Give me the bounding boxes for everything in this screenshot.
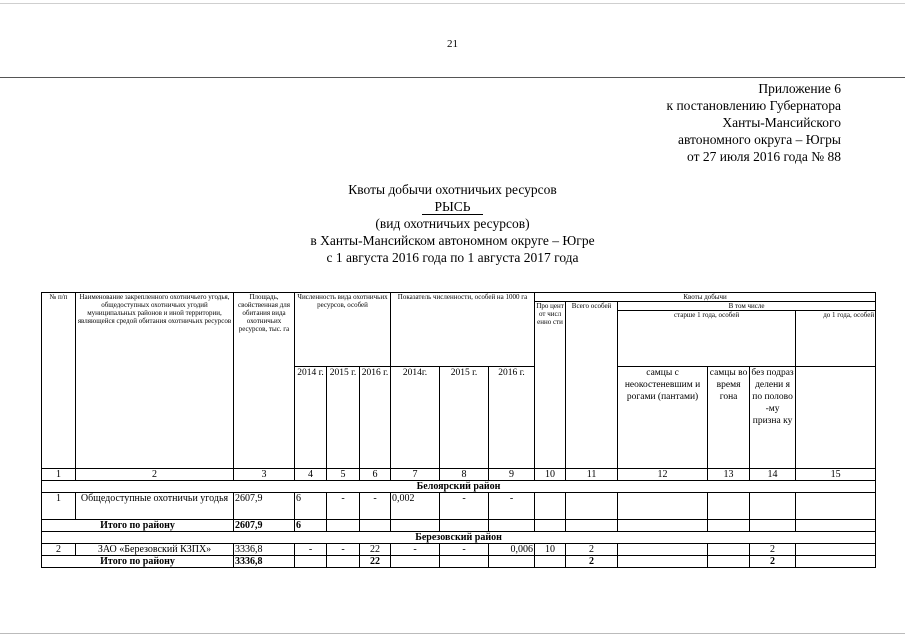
quota-table <box>41 292 876 568</box>
header-year-density: 2014г. <box>391 367 440 469</box>
header-total: Всего особей <box>566 302 618 469</box>
cell-young <box>796 544 876 556</box>
cell-total-pop-2014: 6 <box>295 520 327 532</box>
column-number: 6 <box>360 469 391 481</box>
cell-empty <box>708 556 750 568</box>
cell-pop-2015: - <box>327 493 360 520</box>
column-number: 4 <box>295 469 327 481</box>
header-including: В том числе <box>618 302 876 311</box>
cell-no: 2 <box>42 544 76 556</box>
table-row <box>42 493 876 520</box>
appendix-line: автономного округа – Югры <box>678 132 841 147</box>
header-year-density: 2016 г. <box>489 367 535 469</box>
header-no: № п/п <box>42 293 76 469</box>
cell-pop-2014: 6 <box>295 493 327 520</box>
cell-density-2015: - <box>440 544 489 556</box>
cell-empty <box>535 520 566 532</box>
appendix-line: от 27 июля 2016 года № 88 <box>687 149 841 164</box>
cell-empty <box>708 520 750 532</box>
header-rule <box>0 77 905 78</box>
cell-males-rut <box>708 493 750 520</box>
column-number: 13 <box>708 469 750 481</box>
header-younger-blank <box>796 367 876 469</box>
cell-young <box>796 493 876 520</box>
cell-density-2015: - <box>440 493 489 520</box>
header-year-pop: 2014 г. <box>295 367 327 469</box>
cell-density-2014: - <box>391 544 440 556</box>
heading-period: с 1 августа 2016 года по 1 августа 2017 года <box>326 250 579 265</box>
appendix-line: Приложение 6 <box>758 81 841 96</box>
column-number: 2 <box>76 469 234 481</box>
cell-total-no-sex <box>750 520 796 532</box>
header-year-density: 2015 г. <box>440 367 489 469</box>
cell-total-count: 2 <box>566 556 618 568</box>
cell-pop-2014: - <box>295 544 327 556</box>
cell-empty <box>535 556 566 568</box>
cell-total-pop-2016 <box>360 520 391 532</box>
section-title: Белоярский район <box>42 481 876 493</box>
cell-empty <box>489 556 535 568</box>
header-males-rut: самцы во время гона <box>708 367 750 469</box>
header-no-sex: без подраз делени я по полово -му призна ку <box>750 367 796 469</box>
appendix-line: Ханты-Мансийского <box>722 115 841 130</box>
column-number: 7 <box>391 469 440 481</box>
cell-pop-2016: 22 <box>360 544 391 556</box>
header-name: Наименование закрепленного охотничьего угодья, общедоступных охотничьих угодий муниципальных районов и иной территории, являющейся средой обитания охотничьих ресурсов <box>76 293 234 469</box>
cell-percent <box>535 493 566 520</box>
header-area: Площадь, свойственная для обитания вида охотничьих ресурсов, тыс. га <box>234 293 295 469</box>
cell-pop-2016: - <box>360 493 391 520</box>
header-year-pop: 2015 г. <box>327 367 360 469</box>
column-number: 10 <box>535 469 566 481</box>
cell-empty <box>391 520 440 532</box>
cell-area: 3336,8 <box>234 544 295 556</box>
header-percent: Про цент от числ енно сти <box>535 302 566 469</box>
cell-area: 2607,9 <box>234 493 295 520</box>
cell-pop-2015: - <box>327 544 360 556</box>
cell-empty <box>796 520 876 532</box>
cell-total-label: Итого по району <box>42 556 234 568</box>
cell-total-count <box>566 520 618 532</box>
column-number: 8 <box>440 469 489 481</box>
cell-empty <box>796 556 876 568</box>
cell-empty <box>618 520 708 532</box>
cell-empty <box>618 556 708 568</box>
column-number: 15 <box>796 469 876 481</box>
cell-total-pop-2015 <box>327 520 360 532</box>
cell-total-pop-2015 <box>327 556 360 568</box>
header-density: Показатель численности, особей на 1000 га <box>391 293 535 367</box>
cell-percent: 10 <box>535 544 566 556</box>
cell-total <box>566 493 618 520</box>
cell-empty <box>489 520 535 532</box>
cell-no: 1 <box>42 493 76 520</box>
table-row <box>42 544 876 556</box>
section-title: Березовский район <box>42 532 876 544</box>
cell-total: 2 <box>566 544 618 556</box>
cell-density-2016: - <box>489 493 535 520</box>
cell-name: ЗАО «Березовский КЗПХ» <box>76 544 234 556</box>
cell-total-label: Итого по району <box>42 520 234 532</box>
cell-total-area: 3336,8 <box>234 556 295 568</box>
column-number: 5 <box>327 469 360 481</box>
cell-total-area: 2607,9 <box>234 520 295 532</box>
cell-males <box>618 544 708 556</box>
column-number: 11 <box>566 469 618 481</box>
header-year-pop: 2016 г. <box>360 367 391 469</box>
header-younger: до 1 года, особей <box>796 311 876 367</box>
scan-edge-bottom <box>0 633 905 634</box>
column-number: 3 <box>234 469 295 481</box>
cell-density-2016: 0,006 <box>489 544 535 556</box>
cell-total-pop-2016: 22 <box>360 556 391 568</box>
header-quotas: Квоты добычи <box>535 293 876 302</box>
cell-males-rut <box>708 544 750 556</box>
cell-total-no-sex: 2 <box>750 556 796 568</box>
header-males: самцы с неокостеневшим и рогами (пантами) <box>618 367 708 469</box>
cell-empty <box>440 556 489 568</box>
species-name: РЫСЬ <box>422 199 482 215</box>
scan-edge-top <box>0 3 905 4</box>
cell-males <box>618 493 708 520</box>
table-row-total <box>42 556 876 568</box>
cell-no-sex <box>750 493 796 520</box>
document-heading <box>0 181 905 266</box>
table-row-total <box>42 520 876 532</box>
cell-empty <box>391 556 440 568</box>
header-population: Численность вида охотничьих ресурсов, особей <box>295 293 391 367</box>
column-number: 12 <box>618 469 708 481</box>
page-number: 21 <box>447 38 458 50</box>
species-caption: (вид охотничьих ресурсов) <box>375 216 530 231</box>
header-older: старше 1 года, особей <box>618 311 796 367</box>
cell-density-2014: 0,002 <box>391 493 440 520</box>
column-number: 9 <box>489 469 535 481</box>
cell-no-sex: 2 <box>750 544 796 556</box>
cell-total-pop-2014 <box>295 556 327 568</box>
cell-empty <box>440 520 489 532</box>
appendix-block <box>667 80 841 165</box>
column-number: 14 <box>750 469 796 481</box>
cell-name: Общедоступные охотничьи угодья <box>76 493 234 520</box>
column-number: 1 <box>42 469 76 481</box>
heading-title: Квоты добычи охотничьих ресурсов <box>348 182 557 197</box>
heading-region: в Ханты-Мансийском автономном округе – Югре <box>310 233 595 248</box>
appendix-line: к постановлению Губернатора <box>666 98 841 113</box>
